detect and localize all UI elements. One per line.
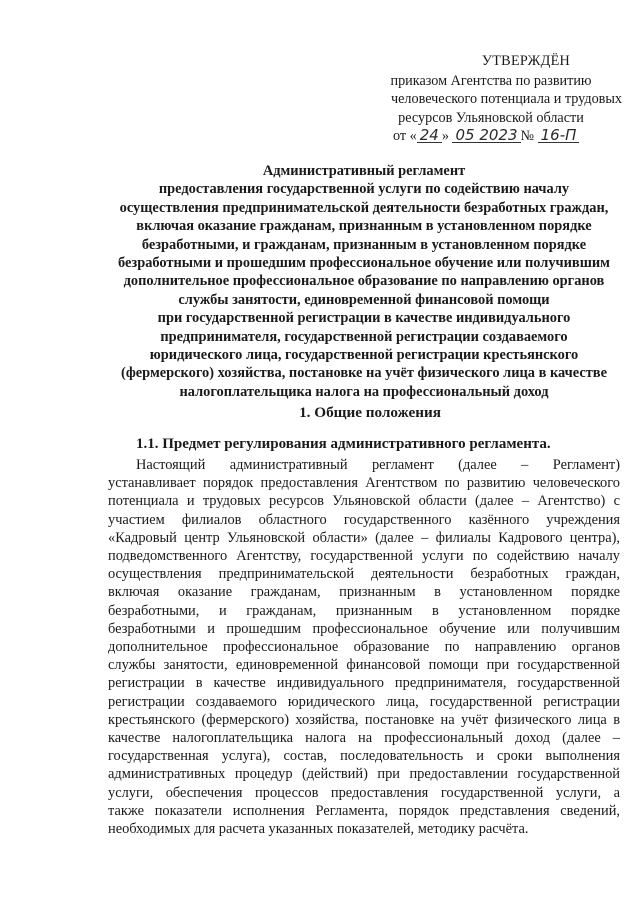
body-line: Настоящий административный регламент (далее – Регламент): [136, 457, 620, 473]
title-line: налогоплательщика налога на профессиональный доход: [179, 383, 549, 400]
body-line: также показатели исполнения Регламента, порядок представления сведений,: [108, 802, 620, 819]
approval-stamp: [360, 52, 622, 146]
body-line: подведомственного Агентству, государственной услуги по содействию началу: [108, 548, 620, 565]
body-line: качестве налогоплательщика налога на профессиональный доход (далее –: [108, 730, 620, 747]
title-line: дополнительное профессиональное образование по направлению органов: [123, 273, 605, 290]
body-line: службы занятости, единовременной финансовой помощи при государственной: [108, 657, 620, 674]
date-day: 24: [417, 128, 442, 143]
body-line: регистрации создаваемого юридического лица, государственной регистрации: [108, 693, 620, 710]
body-line: безработными, и гражданам, признанным в установленном порядке: [108, 602, 620, 619]
approval-line: ресурсов Ульяновской области: [398, 109, 584, 126]
section-heading: 1. Общие положения: [299, 404, 441, 421]
date-month-year: 05 2023: [452, 128, 520, 143]
body-line: участием филиалов областного государственного казённого учреждения: [108, 511, 620, 528]
title-line: при государственной регистрации в качестве индивидуального: [157, 310, 571, 327]
title-line: безработными и прошедшим профессиональное обучение или получившим: [118, 255, 610, 272]
body-line: государственная услуга), состав, последовательность и сроки выполнения: [108, 748, 620, 765]
approval-date-line: [360, 127, 622, 146]
approval-heading: УТВЕРЖДЁН: [481, 53, 571, 69]
body-line: потенциала и трудовых ресурсов Ульяновской области (далее – Агентство) с: [108, 493, 620, 510]
title-line: Административный регламент: [262, 163, 466, 179]
body-line: осуществления предпринимательской деятельности безработных граждан,: [108, 566, 620, 583]
body-line: включая оказание гражданам, признанным в установленном порядке: [108, 584, 620, 601]
date-prefix: от «: [393, 128, 417, 144]
body-line: административных процедур (действий) при предоставлении государственной: [108, 766, 620, 783]
body-line: необходимых для расчета указанных показателей, методику расчёта.: [108, 821, 529, 838]
title-line: (фермерского) хозяйства, постановке на учёт физического лица в качестве: [121, 365, 607, 382]
approval-line: человеческого потенциала и трудовых: [391, 91, 622, 107]
document-title: [108, 162, 620, 401]
body-line: регистрации в качестве индивидуального предпринимателя, государственной: [108, 675, 620, 692]
title-line: безработными, и гражданам, признанным в установленном порядке: [141, 236, 587, 253]
body-line: устанавливает порядок предоставления Агентством по развитию человеческого: [108, 475, 620, 492]
title-line: службы занятости, единовременной финансовой помощи: [178, 291, 550, 308]
body-line: услуги, обеспечения процессов предоставления государственной услуги, а: [108, 784, 620, 801]
title-line: осуществления предпринимательской деятельности безработных граждан,: [119, 199, 609, 216]
body-paragraph: [108, 456, 620, 838]
title-line: включая оказание гражданам, признанным в установленном порядке: [136, 218, 592, 235]
approval-line: приказом Агентства по развитию: [390, 72, 592, 89]
body-line: «Кадровый центр Ульяновской области» (далее – филиалы Кадрового центра),: [108, 529, 620, 546]
body-line: дополнительное профессиональное образование по направлению органов: [108, 639, 620, 656]
body-line: безработными и прошедшим профессиональное обучение или получившим: [108, 620, 620, 637]
title-line: предоставления государственной услуги по содействию началу: [158, 181, 570, 198]
subsection-heading: 1.1. Предмет регулирования административного регламента.: [136, 436, 551, 452]
body-line: крестьянского (фермерского) хозяйства, постановке на учёт физического лица в: [108, 711, 620, 728]
order-number: 16-П: [538, 128, 580, 143]
number-label: №: [520, 128, 535, 144]
title-line: юридического лица, государственной регистрации крестьянского: [149, 347, 579, 364]
title-line: предпринимателя, государственной регистрации создаваемого: [160, 328, 568, 345]
date-mid: »: [441, 128, 453, 144]
